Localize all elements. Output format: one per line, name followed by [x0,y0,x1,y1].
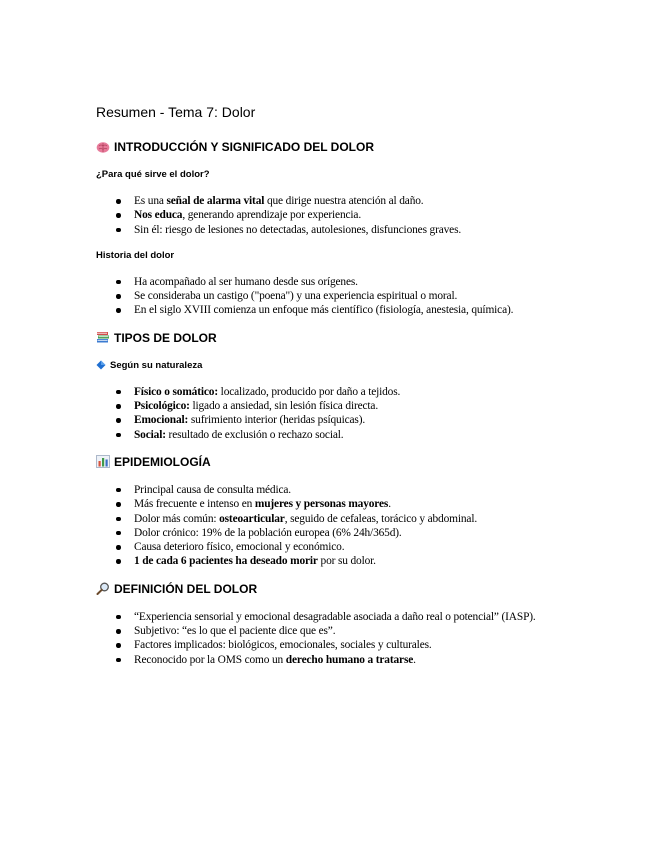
document-title: Resumen - Tema 7: Dolor [96,104,256,120]
books-icon [96,331,110,344]
text-run: sufrimiento interior (heridas psíquicas). [188,414,366,427]
text-run: , seguido de cefaleas, torácico y abdominal. [284,512,478,525]
list-item [96,385,576,399]
magnifier-icon [96,582,110,595]
document-body [96,139,576,667]
bullet-list [96,194,576,237]
bullet-list [96,275,576,318]
bold-text: Nos educa [134,209,183,222]
text-run: En el siglo XVIII comienza un enfoque más científico (fisiología, anestesia, química). [134,304,514,317]
section-heading [96,139,576,155]
text-run: , generando aprendizaje por experiencia. [182,209,362,222]
bold-text: Social: [134,428,166,441]
bar-chart-icon [96,455,110,468]
subsection-heading-text: Historia del dolor [96,249,175,261]
list-item [96,512,576,526]
list-item [96,194,576,208]
text-run: por su dolor. [317,555,376,568]
text-run: Sin él: riesgo de lesiones no detectadas, autolesiones, disfunciones graves. [134,223,462,236]
list-item [96,554,576,568]
diamond-icon [96,360,106,370]
list-item [96,428,576,442]
document-page [96,103,576,679]
text-run: localizado, producido por daño a tejidos. [217,385,401,398]
text-run: Reconocido por la OMS como un [134,653,286,666]
list-item [96,399,576,413]
bold-text: señal de alarma vital [166,195,265,207]
list-item [96,624,576,638]
list-item [96,413,576,427]
bullet-list [96,385,576,442]
subsection-heading-text: ¿Para qué sirve el dolor? [96,169,210,180]
text-run: . [413,653,416,666]
list-item [96,289,576,303]
subsection-heading [96,168,576,181]
subsection-heading [96,359,576,372]
list-item [96,497,576,511]
text-run: Subjetivo: “es lo que el paciente dice que es”. [134,625,336,638]
text-run: Factores implicados: biológicos, emocionales, sociales y culturales. [134,639,432,652]
brain-icon [96,141,110,154]
list-item [96,275,576,289]
bold-text: derecho humano a tratarse [285,653,414,666]
bold-text: 1 de cada 6 pacientes ha deseado morir [134,555,318,568]
text-run: . [388,498,391,511]
section-heading-text: EPIDEMIOLOGÍA [114,454,211,469]
text-run: ligado a ansiedad, sin lesión física directa. [189,400,379,413]
subsection-heading [96,249,576,262]
list-item [96,483,576,497]
bold-text: Físico o somático: [134,385,218,398]
text-run: Más frecuente e intenso en [134,498,255,511]
list-item [96,223,576,237]
text-run: Dolor más común: [134,512,220,525]
section-heading [96,454,576,470]
section-heading-text: TIPOS DE DOLOR [114,330,217,345]
text-run: Causa deterioro físico, emocional y económico. [134,541,345,554]
list-item [96,303,576,317]
bullet-list [96,610,576,667]
section-heading [96,581,576,597]
text-run: Principal causa de consulta médica. [134,483,292,496]
list-item [96,653,576,667]
subsection-heading-text: Según su naturaleza [110,359,203,371]
bold-text: osteoarticular [219,512,285,525]
list-item [96,526,576,540]
text-run: “Experiencia sensorial y emocional desagradable asociada a daño real o potencial” (IASP). [134,610,536,623]
list-item [96,638,576,652]
section-heading-text: DEFINICIÓN DEL DOLOR [114,581,258,596]
text-run: resultado de exclusión o rechazo social. [165,428,344,441]
text-run: Es una [134,195,167,207]
bold-text: Psicológico: [134,400,190,413]
text-run: Se consideraba un castigo ("poena") y una experiencia espiritual o moral. [134,290,458,303]
list-item [96,208,576,222]
text-run: Dolor crónico: 19% de la población europea (6% 24h/365d). [134,526,402,539]
section-heading [96,330,576,346]
text-run: que dirige nuestra atención al daño. [264,195,424,207]
bold-text: Emocional: [134,414,189,427]
section-heading-text: INTRODUCCIÓN Y SIGNIFICADO DEL DOLOR [114,140,375,154]
bold-text: mujeres y personas mayores [254,498,389,511]
text-run: Ha acompañado al ser humano desde sus orígenes. [134,275,358,288]
list-item [96,540,576,554]
bullet-list [96,483,576,569]
list-item [96,610,576,624]
